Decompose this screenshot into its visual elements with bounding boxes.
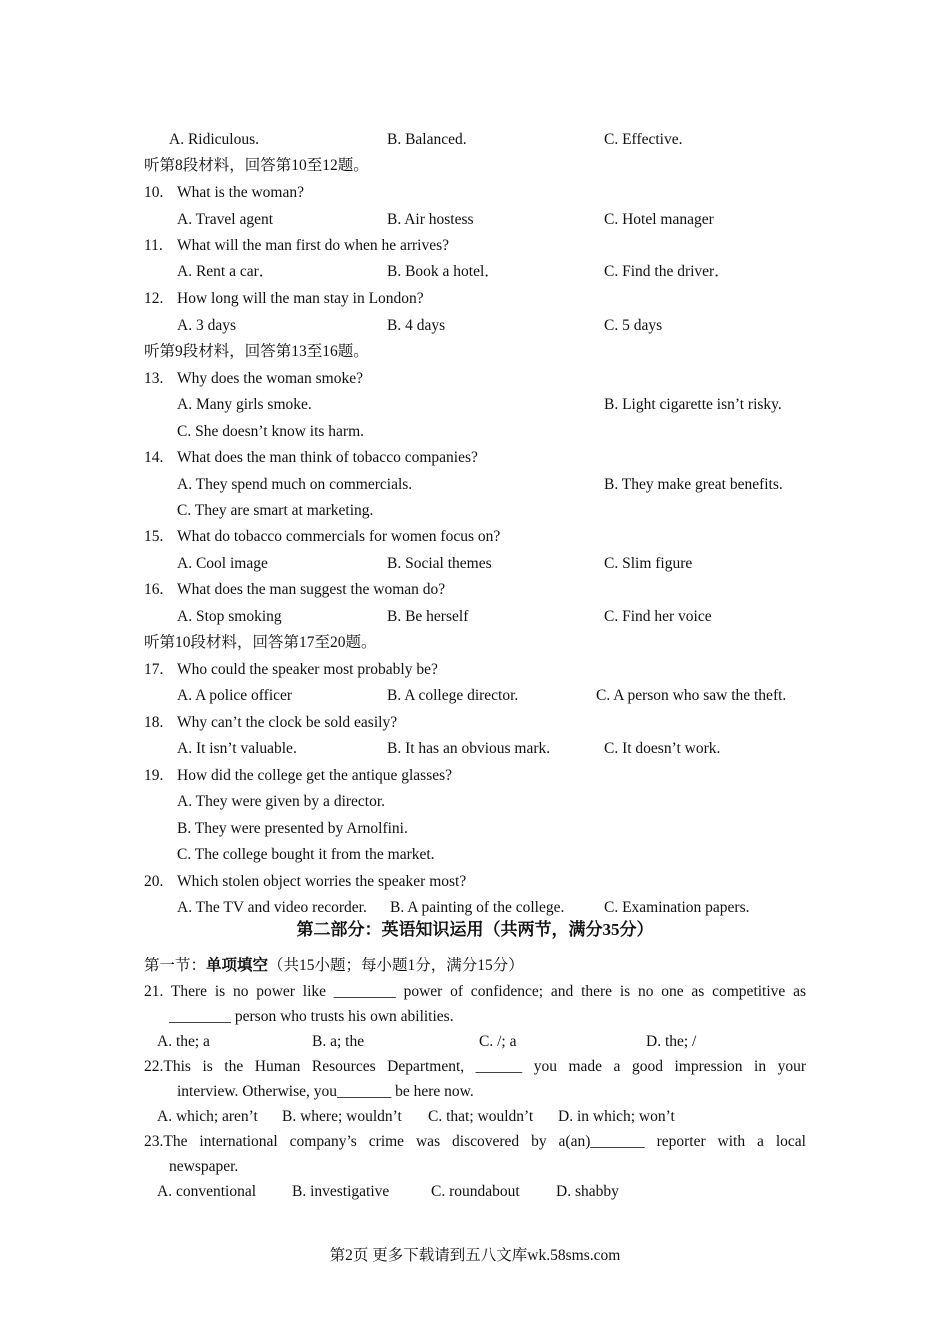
q13-number: 13. (144, 370, 164, 387)
q21-option-d: D. the; / (646, 1033, 697, 1050)
q19-number: 19. (144, 767, 164, 784)
q20-number: 20. (144, 873, 164, 890)
q10-option-c: C. Hotel manager (604, 211, 714, 228)
q23-option-b: B. investigative (292, 1183, 390, 1200)
q22-option-d: D. in which; won’t (558, 1108, 675, 1125)
q14-number: 14. (144, 449, 164, 466)
q14-option-c: C. They are smart at marketing. (177, 502, 374, 519)
section-1-name: 单项填空 (206, 957, 269, 974)
q9-option-b: B. Balanced. (387, 131, 467, 148)
q17-stem: Who could the speaker most probably be? (177, 661, 438, 678)
q23-stem-line-2: newspaper. (169, 1158, 239, 1175)
q22-option-c: C. that; wouldn’t (428, 1108, 534, 1125)
q15-option-b: B. Social themes (387, 555, 492, 572)
q12-number: 12. (144, 290, 164, 307)
q22-option-a: A. which; aren’t (157, 1108, 258, 1125)
q17-option-c: C. A person who saw the theft. (596, 687, 787, 704)
q17-option-b: B. A college director. (387, 687, 519, 704)
q10-stem: What is the woman? (177, 184, 304, 201)
q21-option-b: B. a; the (312, 1033, 365, 1050)
q9-option-c: C. Effective. (604, 131, 683, 148)
q11-option-b: B. Book a hotel． (387, 263, 500, 280)
q15-number: 15. (144, 528, 164, 545)
q12-stem: How long will the man stay in London? (177, 290, 424, 307)
q21-stem-line-2: ________ person who trusts his own abilities. (169, 1008, 454, 1025)
q14-option-a: A. They spend much on commercials. (177, 476, 413, 493)
q10-number: 10. (144, 184, 164, 201)
q23-option-a: A. conventional (157, 1183, 257, 1200)
q15-option-a: A. Cool image (177, 555, 268, 572)
q21-option-c: C. /; a (479, 1033, 517, 1050)
q16-option-c: C. Find her voice (604, 608, 712, 625)
q18-number: 18. (144, 714, 164, 731)
passage-8-instruction: 听第8段材料，回答第10至12题。 (144, 157, 369, 174)
section-1-heading (144, 956, 524, 976)
q19-stem: How did the college get the antique glasses? (177, 767, 453, 784)
q22-option-b: B. where; wouldn’t (282, 1108, 402, 1125)
part-2-title: 第二部分：英语知识运用（共两节，满分35分） (296, 920, 654, 939)
q12-option-b: B. 4 days (387, 317, 446, 334)
q11-option-c: C. Find the driver． (604, 263, 730, 280)
q16-stem: What does the man suggest the woman do? (177, 581, 446, 598)
q23-option-d: D. shabby (556, 1183, 619, 1200)
q11-option-a: A. Rent a car． (177, 263, 275, 280)
q15-option-c: C. Slim figure (604, 555, 693, 572)
section-1-prefix: 第一节： (144, 957, 207, 974)
q16-option-a: A. Stop smoking (177, 608, 282, 625)
q18-option-a: A. It isn’t valuable. (177, 740, 297, 757)
passage-10-instruction: 听第10段材料，回答第17至20题。 (144, 634, 377, 651)
q9-option-a: A. Ridiculous. (169, 131, 259, 148)
q11-stem: What will the man first do when he arrives? (177, 237, 450, 254)
q11-number: 11. (144, 237, 163, 254)
q10-option-a: A. Travel agent (177, 211, 274, 228)
q12-option-c: C. 5 days (604, 317, 663, 334)
q14-option-b: B. They make great benefits. (604, 476, 783, 493)
q19-option-c: C. The college bought it from the market. (177, 846, 435, 863)
q16-number: 16. (144, 581, 164, 598)
q21-option-a: A. the; a (157, 1033, 210, 1050)
q13-option-c: C. She doesn’t know its harm. (177, 423, 364, 440)
q15-stem: What do tobacco commercials for women focus on? (177, 528, 501, 545)
q20-stem: Which stolen object worries the speaker most? (177, 873, 467, 890)
q20-option-b: B. A painting of the college. (390, 899, 565, 916)
q16-option-b: B. Be herself (387, 608, 469, 625)
q22-stem-line-2: interview. Otherwise, you_______ be here now. (177, 1083, 474, 1100)
passage-9-instruction: 听第9段材料，回答第13至16题。 (144, 343, 369, 360)
q20-option-a: A. The TV and video recorder. (177, 899, 367, 916)
q18-option-c: C. It doesn’t work. (604, 740, 721, 757)
q14-stem: What does the man think of tobacco companies? (177, 449, 478, 466)
q17-option-a: A. A police officer (177, 687, 293, 704)
q13-option-a: A. Many girls smoke. (177, 396, 312, 413)
q19-option-b: B. They were presented by Arnolfini. (177, 820, 408, 837)
q13-stem: Why does the woman smoke? (177, 370, 363, 387)
q23-stem-line-1: 23.The international company’s crime was discovered by a(an)_______ reporter with a local (144, 1133, 806, 1150)
q22-stem-line-1: 22.This is the Human Resources Department, ______ you made a good impression in your (144, 1058, 806, 1075)
q13-option-b: B. Light cigarette isn’t risky. (604, 396, 782, 413)
section-1-scoring: （共15小题；每小题1分，满分15分） (268, 957, 524, 974)
q12-option-a: A. 3 days (177, 317, 236, 334)
q19-option-a: A. They were given by a director. (177, 793, 386, 810)
page-footer: 第2页 更多下载请到五八文库wk.58sms.com (329, 1247, 621, 1264)
q20-option-c: C. Examination papers. (604, 899, 750, 916)
q17-number: 17. (144, 661, 164, 678)
q21-stem-line-1: 21. There is no power like ________ power of confidence; and there is no one as competitive as (144, 983, 806, 1000)
q23-option-c: C. roundabout (431, 1183, 520, 1200)
q18-stem: Why can’t the clock be sold easily? (177, 714, 398, 731)
q10-option-b: B. Air hostess (387, 211, 474, 228)
q18-option-b: B. It has an obvious mark. (387, 740, 551, 757)
